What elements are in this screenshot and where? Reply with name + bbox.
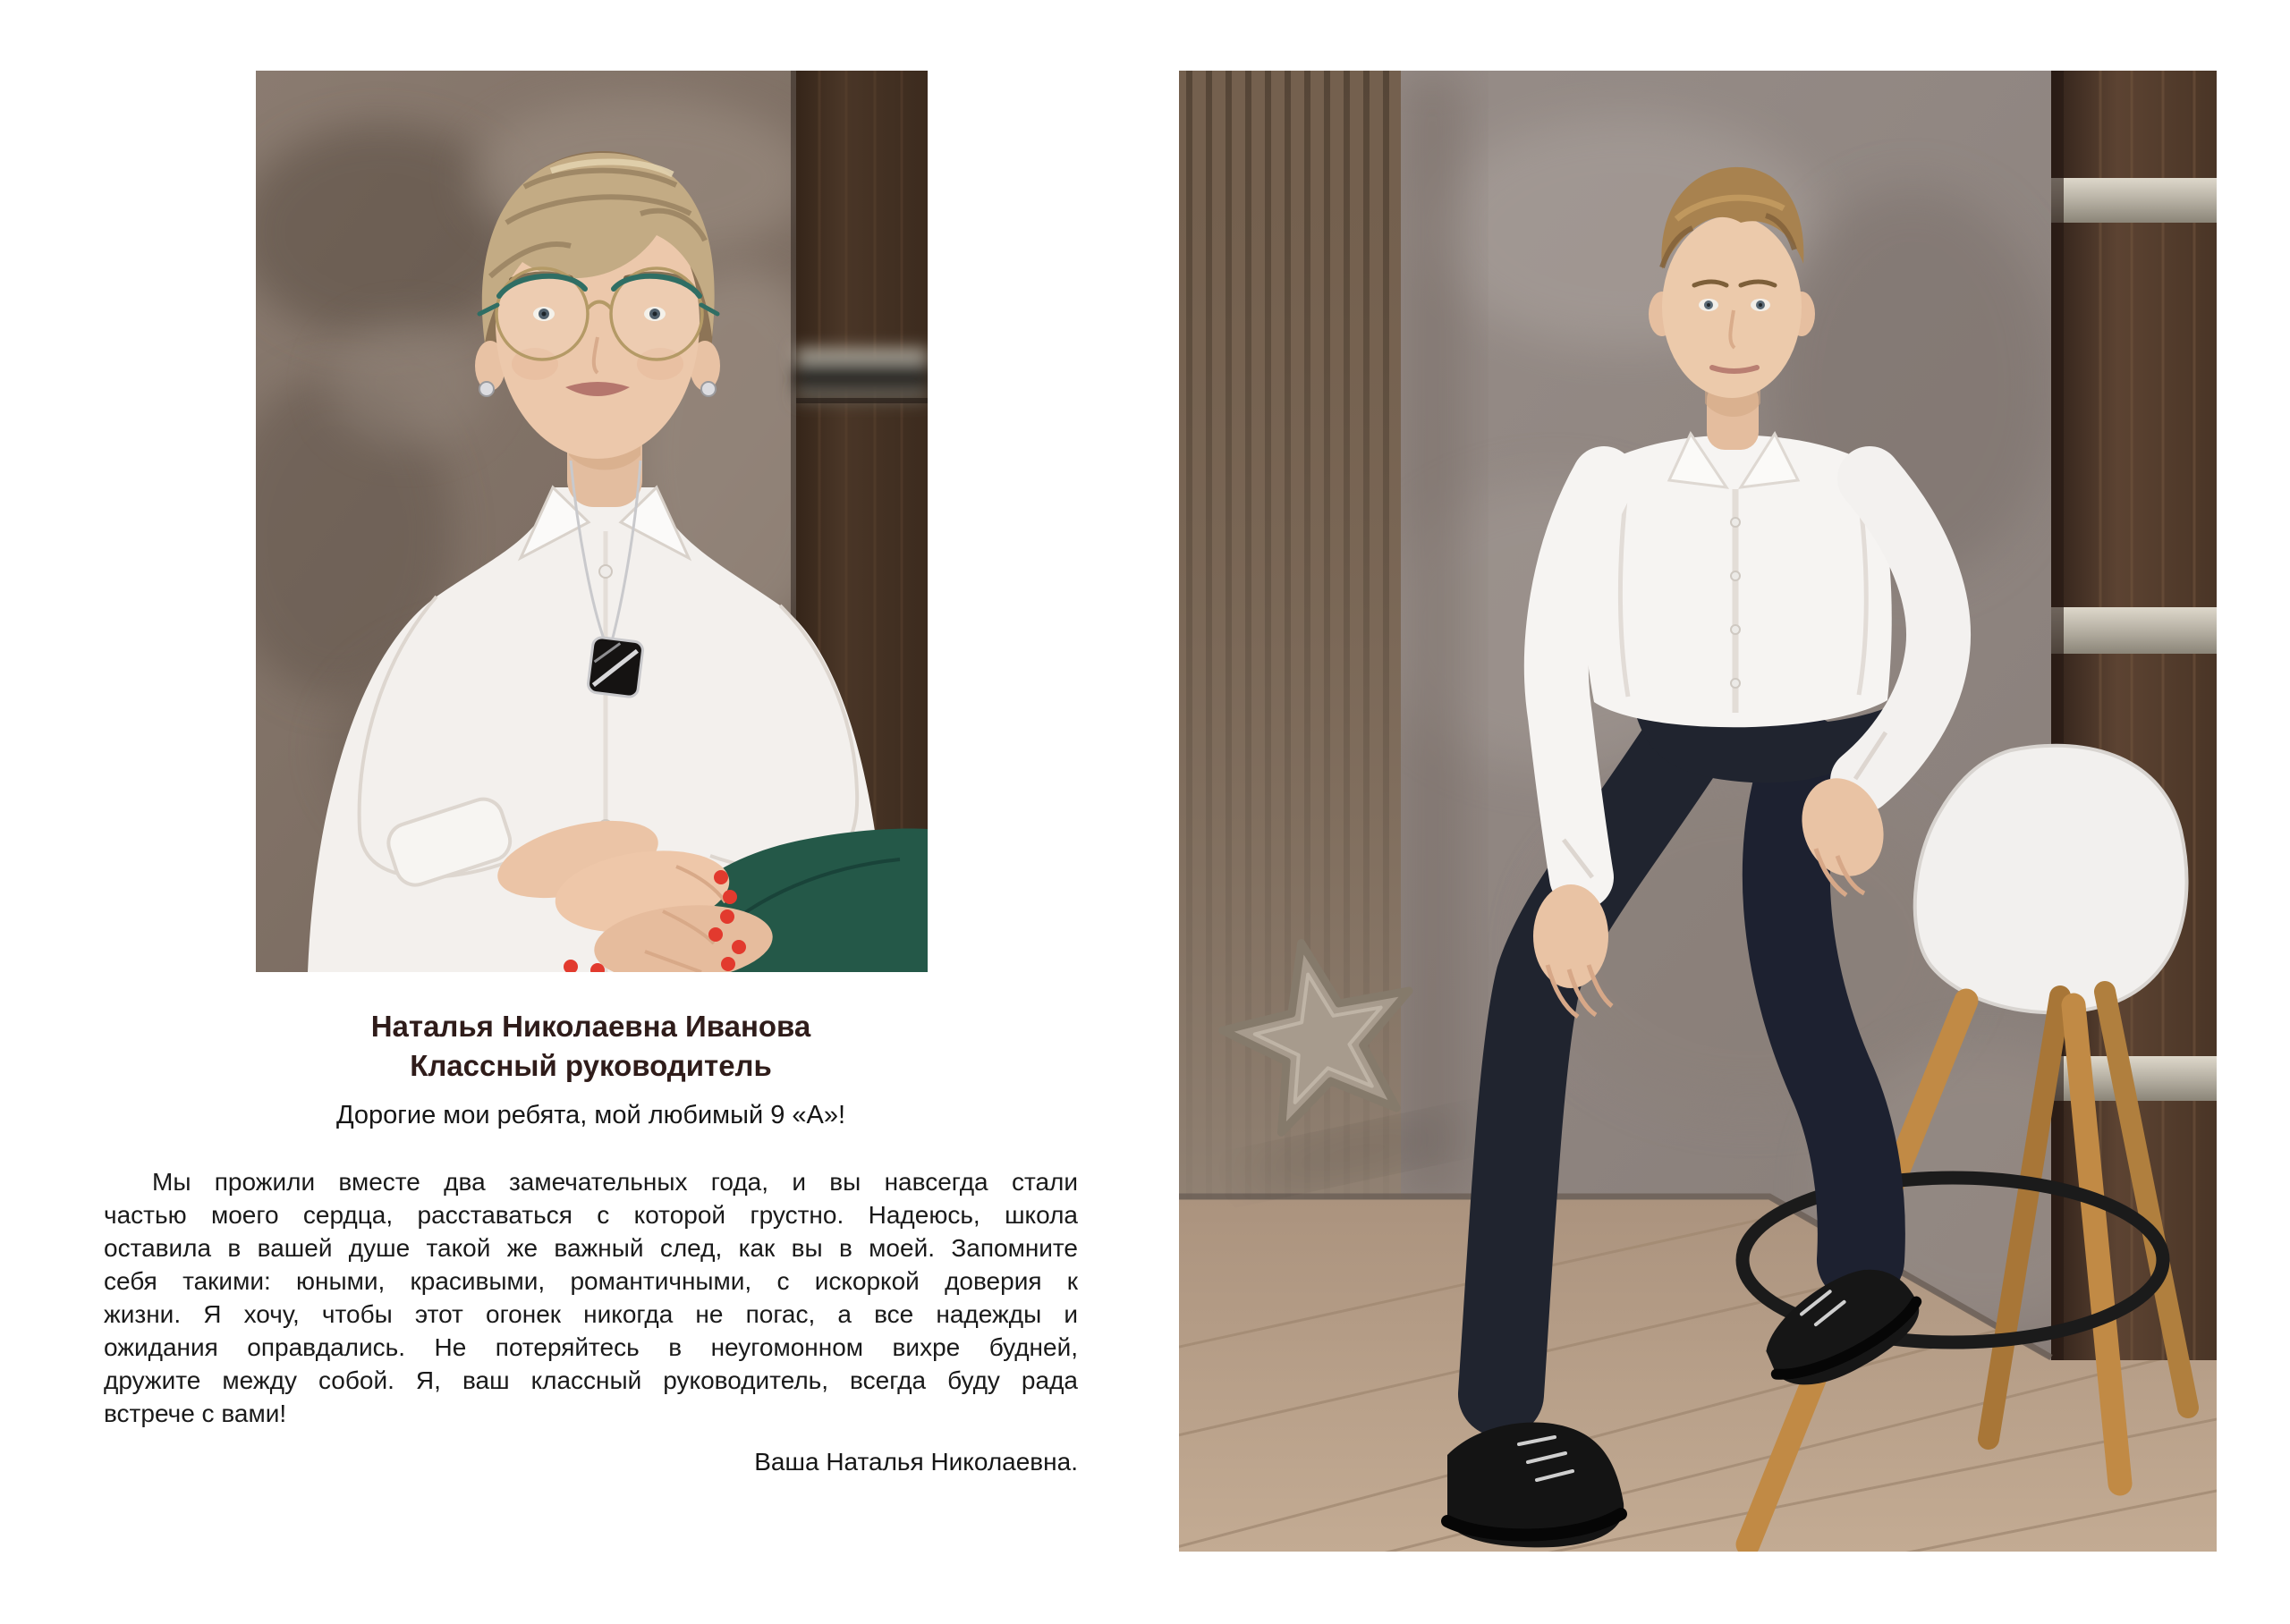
paragraph-line: себя такими: юными, красивыми, романтичными, с искоркой доверия к: [104, 1267, 1078, 1295]
door-metal-strip: [2051, 178, 2217, 223]
paragraph-line: Мы прожили вместе два замечательных года, и вы навсегда стали: [152, 1168, 1078, 1196]
paragraph-line: дружите между собой. Я, ваш классный руководитель, всегда буду рада: [104, 1366, 1078, 1394]
signature-line: Ваша Наталья Николаевна.: [754, 1448, 1078, 1476]
greeting-line: Дорогие мои ребята, мой любимый 9 «А»!: [335, 1101, 846, 1129]
earring: [701, 382, 716, 396]
teacher-photo: [256, 71, 928, 972]
paragraph-line: оставила в вашей душе такой же важный след, как вы в моей. Запомните: [104, 1234, 1078, 1262]
paragraph-line: частью моего сердца, расставаться с которой грустно. Надеюсь, школа: [104, 1201, 1078, 1229]
teacher-name: Наталья Николаевна Иванова: [370, 1010, 811, 1043]
teacher-heading: [104, 1007, 1078, 1086]
door-metal-strip: [2051, 607, 2217, 654]
paragraph-line: встрече с вами!: [104, 1400, 287, 1427]
paragraph-line: ожидания оправдались. Не потеряйтесь в неугомонном вихре будней,: [104, 1333, 1078, 1361]
farewell-paragraph: [104, 1165, 1078, 1430]
paragraph-line: жизни. Я хочу, чтобы этот огонек никогда не погас, а все надежды и: [104, 1300, 1078, 1328]
teacher-role: Классный руководитель: [410, 1049, 772, 1082]
student-photo: [1179, 71, 2217, 1552]
door-handle-strip: [796, 350, 928, 401]
earring: [479, 382, 494, 396]
